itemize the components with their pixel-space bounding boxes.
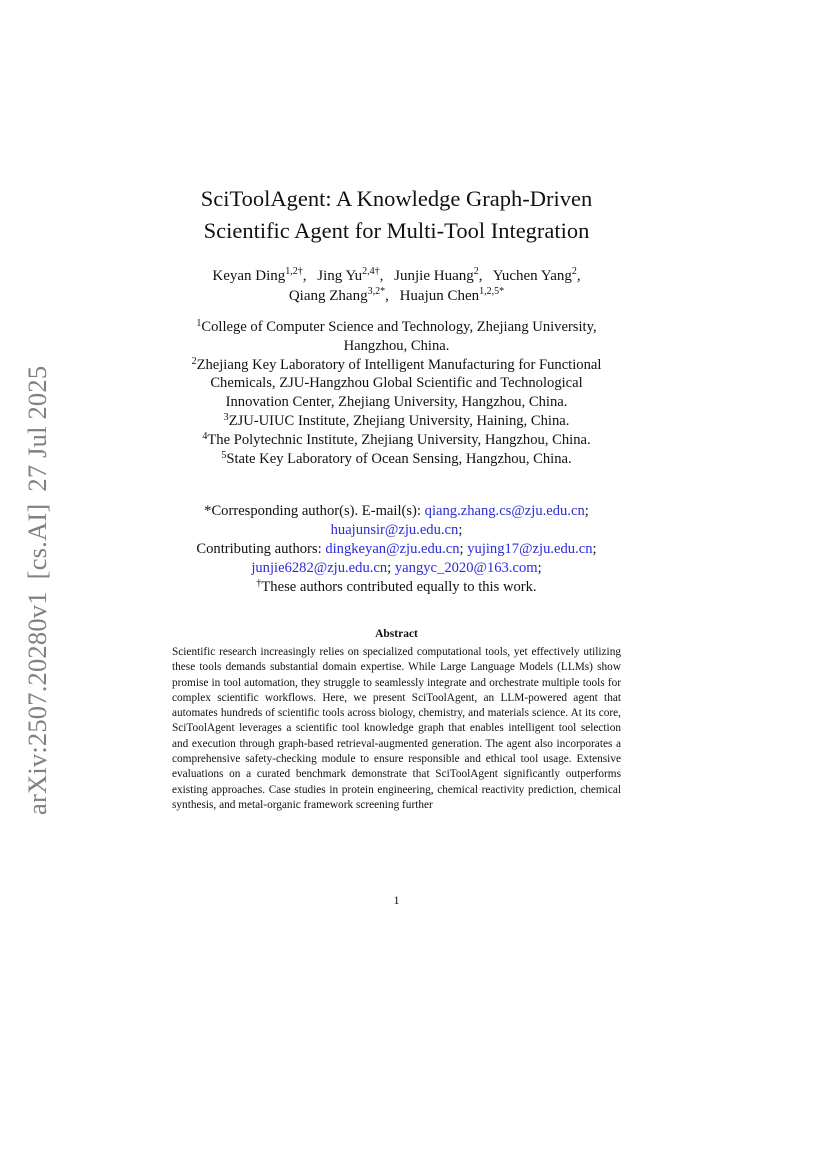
abstract-text: Scientific research increasingly relies on specialized computational tools, yet effectively utilizing these tools demands substantial domain expertise. While Large Language Models (LLMs) show promise in tool automation, they struggle to seamlessly integrate and orchestrate multiple tools for complex scientific workflows. Here, we present SciToolAgent, an LLM-powered agent that automates hundreds of scientific tools across biology, chemistry, and materials science. At its core, SciToolAgent leverages a scientific tool knowledge graph that enables intelligent tool selection and execution through graph-based retrieval-augmented generation. The agent also incorporates a comprehensive safety-checking module to ensure responsible and ethical tool usage. Extensive evaluations on a curated benchmark demonstrate that SciToolAgent significantly outperforms existing approaches. Case studies in protein engineering, chemical reactivity prediction, chemical synthesis, and metal-organic framework screening further — [172, 646, 621, 811]
author-list: Keyan Ding$^{1,2\dagger}$, Jing $Yu^{2,4\dagger}$, Junjie Huang$^2$, Yuchen Yang$^2$, Qiang Zhang$^{3,2*}$, Huajun Chen$^{1,2,5*}$ — [212, 266, 581, 304]
author: Huajun Chen$^{1,2,5*}$ — [399, 286, 505, 304]
email-link[interactable]: dingkeyan@zju.edu.cn — [325, 541, 460, 557]
author: Jing $Yu^{2,4\dagger}$ — [317, 266, 380, 284]
affiliations: $^1$College of Computer Science and Technology, Zhejiang University, Hangzhou, China. $^2$Zhejiang Key Laboratory of Intelligent Manufacturing for Functional Chemicals, ZJU-Hangzhou Global Scientific and Technological Innovation Center, Zhejiang University, Hangzhou, China. $^3$ZJU-UIUC Institute, Zhejiang University, Haining, China. $^4$The Polytechnic Institute, Zhejiang University, Hangzhou, China. $^5$State Key Laboratory of Ocean Sensing, Hangzhou, China. — [0, 318, 793, 468]
arxiv-date: 27 Jul 2025 — [22, 365, 52, 492]
affiliation: $^4$The Polytechnic Institute, Zhejiang University, Hangzhou, China. — [202, 430, 591, 448]
email-link[interactable]: qiang.zhang.cs@zju.edu.cn — [424, 503, 585, 519]
author: Keyan Ding$^{1,2\dagger}$ — [212, 266, 303, 284]
email-link[interactable]: huajunsir@zju.edu.cn — [330, 522, 459, 538]
page-number: 1 — [393, 893, 400, 907]
title-line-1: SciToolAgent: A Knowledge Graph-Driven — [200, 186, 593, 211]
author: Yuchen Yang$^2$ — [492, 266, 577, 284]
contact-info: *Corresponding author(s). E-mail(s): qiang.zhang.cs@zju.edu.cn; huajunsir@zju.edu.cn; Contributing authors: dingkeyan@zju.edu.cn; yujing17@zju.edu.cn; junjie6282@zju.edu.cn; yangyc_2020@163.com; †These authors contributed equally to this work. — [0, 502, 793, 597]
corresponding-label: *Corresponding author(s). E-mail(s): — [204, 503, 421, 519]
affiliation: $^2$Zhejiang Key Laboratory of Intelligent Manufacturing for Functional — [191, 355, 602, 373]
contributing-label: Contributing authors: — [196, 541, 322, 557]
email-link[interactable]: yujing17@zju.edu.cn — [467, 541, 593, 557]
title-line-2: Scientific Agent for Multi-Tool Integration — [203, 218, 590, 243]
arxiv-category: [cs.AI] — [22, 503, 52, 580]
affiliation: $^5$State Key Laboratory of Ocean Sensing, Hangzhou, China. — [221, 449, 572, 467]
affiliation: $^3$ZJU-UIUC Institute, Zhejiang University, Haining, China. — [223, 411, 570, 429]
email-link[interactable]: yangyc_2020@163.com — [394, 560, 538, 576]
email-link[interactable]: junjie6282@zju.edu.cn — [251, 560, 388, 576]
affiliation: $^1$College of Computer Science and Technology, Zhejiang University, — [196, 318, 597, 335]
arxiv-id: arXiv:2507.20280v1 — [22, 591, 52, 815]
author: Qiang Zhang$^{3,2*}$ — [288, 286, 386, 304]
author: Junjie Huang$^2$ — [394, 266, 479, 284]
paper-title — [0, 183, 793, 247]
equal-contribution-note: †These authors contributed equally to this work. — [256, 578, 537, 595]
abstract-heading: Abstract — [375, 628, 418, 640]
